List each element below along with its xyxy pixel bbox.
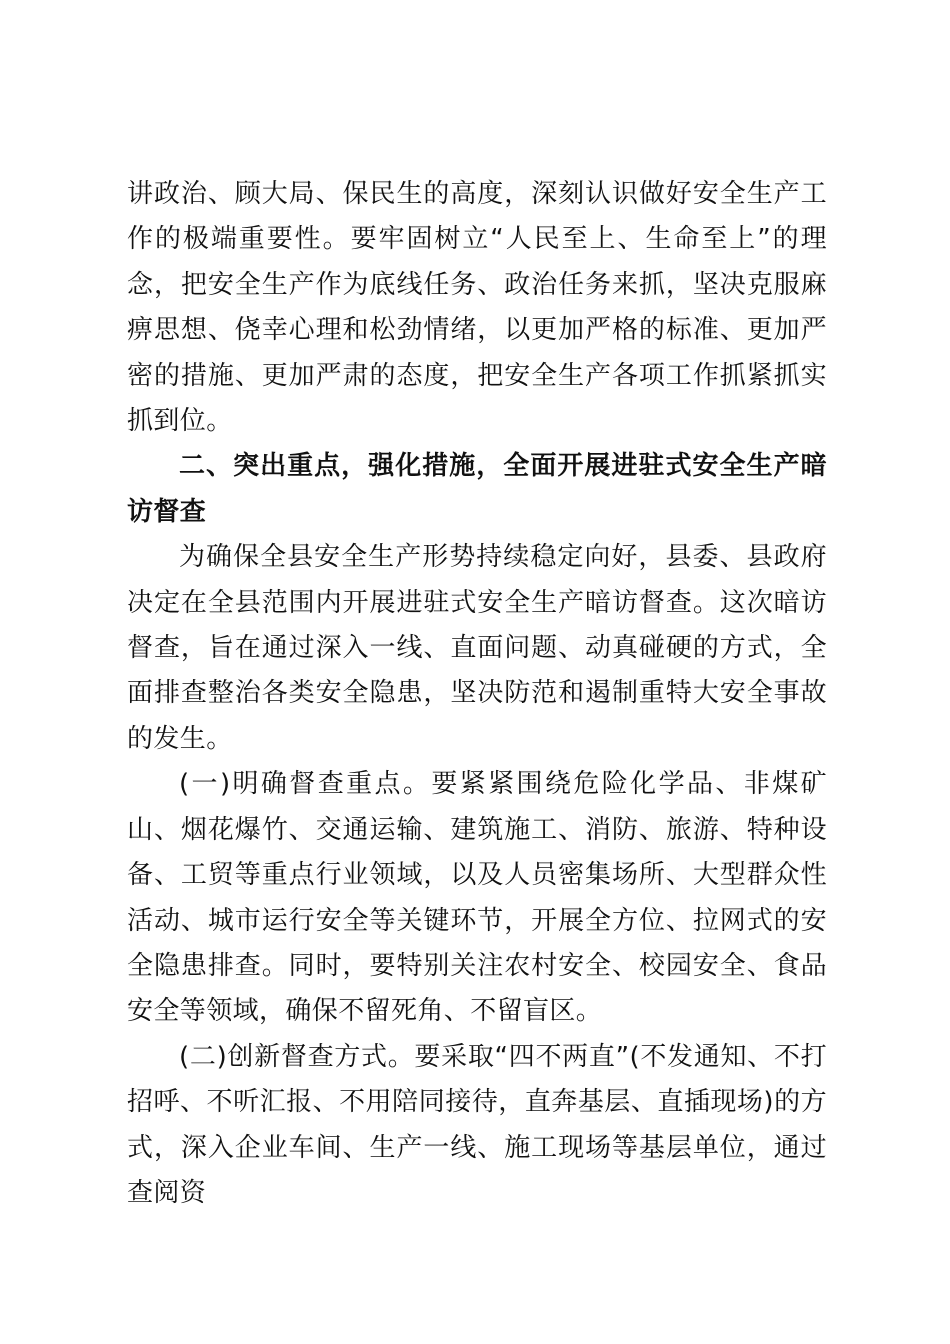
paragraph-item-2: (二)创新督查方式。要采取“四不两直”(不发通知、不打招呼、不听汇报、不用陪同接待，直奔基层、直插现场)的方式，深入企业车间、生产一线、施工现场等基层单位，通过查阅资 xyxy=(127,1041,827,1208)
paragraph-item-1: (一)明确督查重点。要紧紧围绕危险化学品、非煤矿山、烟花爆竹、交通运输、建筑施工、消防、旅游、特种设备、工贸等重点行业领域，以及人员密集场所、大型群众性活动、城市运行安全等关键环节，开展全方位、拉网式的安全隐患排查。同时，要特别关注农村安全、校园安全、食品安全等领域，确保不留死角、不留盲区。 xyxy=(127,769,827,1027)
paragraph-continuation: 讲政治、顾大局、保民生的高度，深刻认识做好安全生产工作的极端重要性。要牢固树立“人民至上、生命至上”的理念，把安全生产作为底线任务、政治任务来抓，坚决克服麻痹思想、侥幸心理和松劲情绪，以更加严格的标准、更加严密的措施、更加严肃的态度，把安全生产各项工作抓紧抓实抓到位。 xyxy=(127,179,827,437)
section-heading: 二、突出重点，强化措施，全面开展进驻式安全生产暗访督查 xyxy=(127,451,827,527)
document-body xyxy=(127,172,827,1216)
paragraph-intro: 为确保全县安全生产形势持续稳定向好，县委、县政府决定在全县范围内开展进驻式安全生产暗访督查。这次暗访督查，旨在通过深入一线、直面问题、动真碰硬的方式，全面排查整治各类安全隐患，坚决防范和遏制重特大安全事故的发生。 xyxy=(127,542,827,754)
